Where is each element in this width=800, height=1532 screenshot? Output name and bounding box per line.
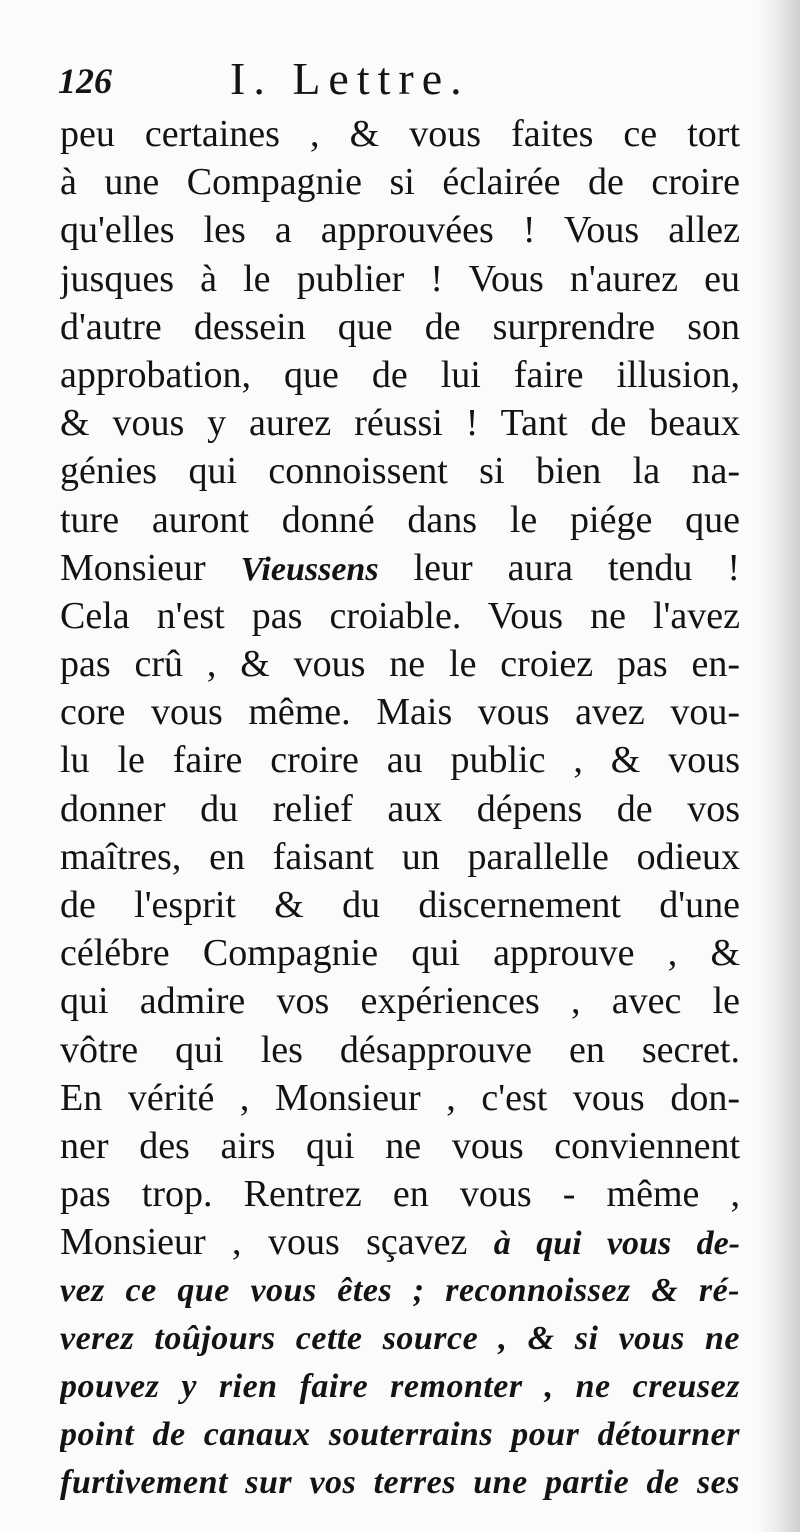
italic-text-line: point de canaux souterrains pour détourner [60,1416,740,1454]
text-line: ture auront donné dans le piége que [60,498,740,541]
text-line: pas crû , & vous ne le croiez pas en- [60,643,740,686]
text-line: vôtre qui les désapprouve en secret. [60,1028,740,1071]
text-segment: Monsieur [60,546,241,589]
running-title: I. Lettre. [230,53,470,104]
text-line: d'autre dessein que de surprendre son [60,305,740,348]
italic-text-line: pouvez y rien faire remonter , ne creusez [60,1367,740,1405]
page-number: 126 [58,61,112,101]
text-line: jusques à le publier ! Vous n'aurez eu [60,257,740,300]
text-line: core vous même. Mais vous avez vou- [60,691,740,734]
italic-name: Vieussens [240,550,379,588]
text-line: maîtres, en faisant un parallelle odieux [60,835,740,878]
body-text [60,110,740,1509]
running-head [58,52,698,108]
text-line: donner du relief aux dépens de vos [60,787,740,830]
text-line: de l'esprit & du discernement d'une [60,884,740,926]
text-line [60,544,740,592]
text-line: lu le faire croire au public , & vous [60,739,740,782]
text-line: ner des airs qui ne vous conviennent [60,1124,740,1167]
text-line: célébre Compagnie qui approuve , & [60,932,740,975]
italic-segment: à qui vous de- [493,1225,740,1263]
text-line: génies qui connoissent si bien la na- [60,450,740,493]
text-segment: leur aura tendu ! [378,546,740,589]
text-line: Cela n'est pas croiable. Vous ne l'avez [60,594,740,637]
text-line: à une Compagnie si éclairée de croire [60,161,740,204]
italic-text-line: vez ce que vous êtes ; reconnoissez & ré- [60,1271,740,1309]
text-segment: Monsieur , vous sçavez [60,1221,494,1264]
italic-text-line: furtivement sur vos terres une partie de ses [60,1464,740,1502]
text-line: En vérité , Monsieur , c'est vous don- [60,1076,740,1119]
italic-text-line: verez toûjours cette source , & si vous ne [60,1319,740,1357]
text-line: peu certaines , & vous faites ce tort [60,113,740,155]
text-line: pas trop. Rentrez en vous - même , [60,1173,740,1216]
text-line: approbation, que de lui faire illusion, [60,353,740,396]
text-line: qu'elles les a approuvées ! Vous allez [60,209,740,252]
text-line: & vous y aurez réussi ! Tant de beaux [60,402,740,445]
text-line: qui admire vos expériences , avec le [60,980,740,1023]
text-line [60,1218,740,1266]
page-gutter-shadow [758,0,800,1532]
